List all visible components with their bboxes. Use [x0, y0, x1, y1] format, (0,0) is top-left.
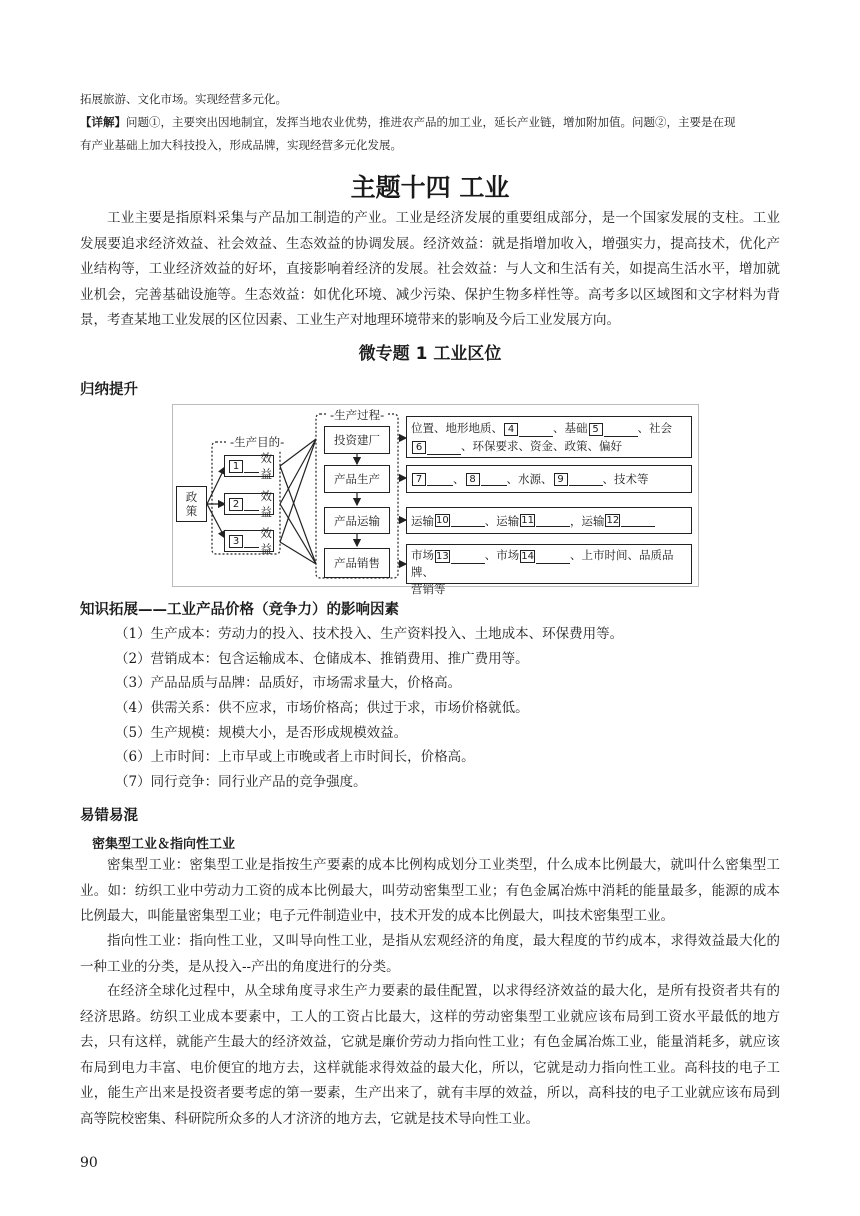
- heading-expand: 知识拓展——工业产品价格（竞争力）的影响因素: [80, 602, 399, 618]
- list-item: （3）产品品质与品牌：品质好，市场需求量大，价格高。: [115, 675, 462, 692]
- investment-factors-box: 位置、地形地质、 4 、基础 5 、社会 6 、环保要求、资金、政策、偏好: [406, 416, 692, 458]
- industrial-location-diagram: [172, 404, 700, 596]
- list-item: （2）营销成本：包含运输成本、仓储成本、推销费用、推广费用等。: [115, 650, 529, 667]
- detail-text: 问题①，主要突出因地制宜，发挥当地农业优势，推进农产品的加工业，延长产业链，增加附加值。问题②，主要是在现: [126, 115, 736, 129]
- list-item: （6）上市时间：上市早或上市晚或者上市时间长，价格高。: [115, 749, 475, 766]
- policy-box: [176, 486, 207, 522]
- purpose-box-3: 3 效益: [224, 530, 274, 552]
- detail-label: 【详解】: [80, 115, 126, 129]
- production-factors-box: 7 、 8 、水源、 9 、技术等: [406, 465, 692, 493]
- purpose-group-label: -生产目的-: [230, 435, 285, 449]
- paragraph-global: 在经济全球化过程中，从全球角度寻求生产力要素的最佳配置，以求得经济效益的最大化，是所有投资者共有的经济思路。纺织工业成本要素中，工人的工资占比最大，这样的劳动密集型工业就应该布局到工资水平最低的地方去，只有这样，就能产生最大的经济效益，它就是廉价劳动力指向性工业；有色金属冶炼工业，能量消耗多，就应该布局到电力丰富、电价便宜的地方去，这样就能求得效益的最大化，所以，它就是动力指向性工业。高科技的电子工业，能生产出来是投资者要考虑的第一要素，生产出来了，就有丰厚的效益，所以，高科技的电子工业就应该布局到高等院校密集、科研院所众多的人才济济的地方去，它就是技术导向性工业。: [80, 983, 780, 1127]
- detail-explanation: [80, 111, 780, 157]
- heading-confusion: 易错易混: [80, 808, 138, 824]
- process-group-label: -生产过程-: [330, 408, 385, 422]
- paragraph-oriented: 指向性工业：指向性工业，又叫导向性工业，是指从宏观经济的角度，最大程度的节约成本，求得效益最大化的一种工业的分类，是从投入--产出的角度进行的分类。: [80, 933, 780, 975]
- heading-summary: 归纳提升: [80, 382, 138, 398]
- list-item: （5）生产规模：规模大小，是否形成规模效益。: [115, 724, 408, 741]
- step-box-invest: 投资建厂: [324, 426, 390, 454]
- step-box-transport: 产品运输: [324, 507, 390, 534]
- sub-title: 微专题 1 工业区位: [358, 344, 502, 364]
- list-item: （7）同行竞争：同行业产品的竞争强度。: [115, 774, 367, 791]
- step-box-sales: 产品销售: [324, 548, 390, 578]
- price-factors-list: [80, 622, 780, 795]
- list-item: （4）供需关系：供不应求，市场价格高；供过于求，市场价格就低。: [115, 700, 529, 717]
- sales-factors-box: 市场 13 、市场 14 、上市时间、品质品牌、 营销等: [406, 544, 692, 584]
- paragraph-intensive: 密集型工业：密集型工业是指按生产要素的成本比例构成划分工业类型，什么成本比例最大，就叫什么密集型工业。如：纺织工业中劳动力工资的成本比例最大，叫劳动密集型工业；有色金属冶炼中消耗的能量最多，能源的成本比例最大，叫能量密集型工业；电子元件制造业中，技术开发的成本比例最大，叫技术密集型工业。: [80, 857, 780, 924]
- previous-answer-line: 拓展旅游、文化市场。实现经营多元化。: [80, 92, 287, 106]
- intro-paragraph: 工业主要是指原料采集与产品加工制造的产业。工业是经济发展的重要组成部分，是一个国家发展的支柱。工业发展要追求经济效益、社会效益、生态效益的协调发展。经济效益：就是指增加收入，增强实力，提高技术，优化产业结构等，工业经济效益的好坏，直接影响着经济的发展。社会效益：与人文和生活有关，如提高生活水平，增加就业机会，完善基础设施等。生态效益：如优化环境、减少污染、保护生物多样性等。高考多以区域图和文字材料为背景，考查某地工业发展的区位因素、工业生产对地理环境带来的影响及今后工业发展方向。: [80, 210, 780, 328]
- page-number: 90: [80, 1155, 98, 1171]
- main-title: 主题十四 工业: [350, 173, 510, 202]
- detail-text-cont: 有产业基础上加大科技投入，形成品牌，实现经营多元化发展。: [80, 138, 402, 152]
- list-item: （1）生产成本：劳动力的投入、技术投入、生产资料投入、土地成本、环保费用等。: [115, 626, 624, 642]
- transport-factors-box: 运输 10 、运输 11 ，运输 12: [406, 507, 692, 534]
- purpose-box-1: 1 效益: [224, 455, 274, 477]
- step-box-production: 产品生产: [324, 465, 390, 493]
- subheading-industry-types: 密集型工业＆指向性工业: [92, 837, 236, 852]
- policy-label: 政策: [185, 490, 198, 518]
- purpose-box-2: 2 效益: [224, 493, 274, 515]
